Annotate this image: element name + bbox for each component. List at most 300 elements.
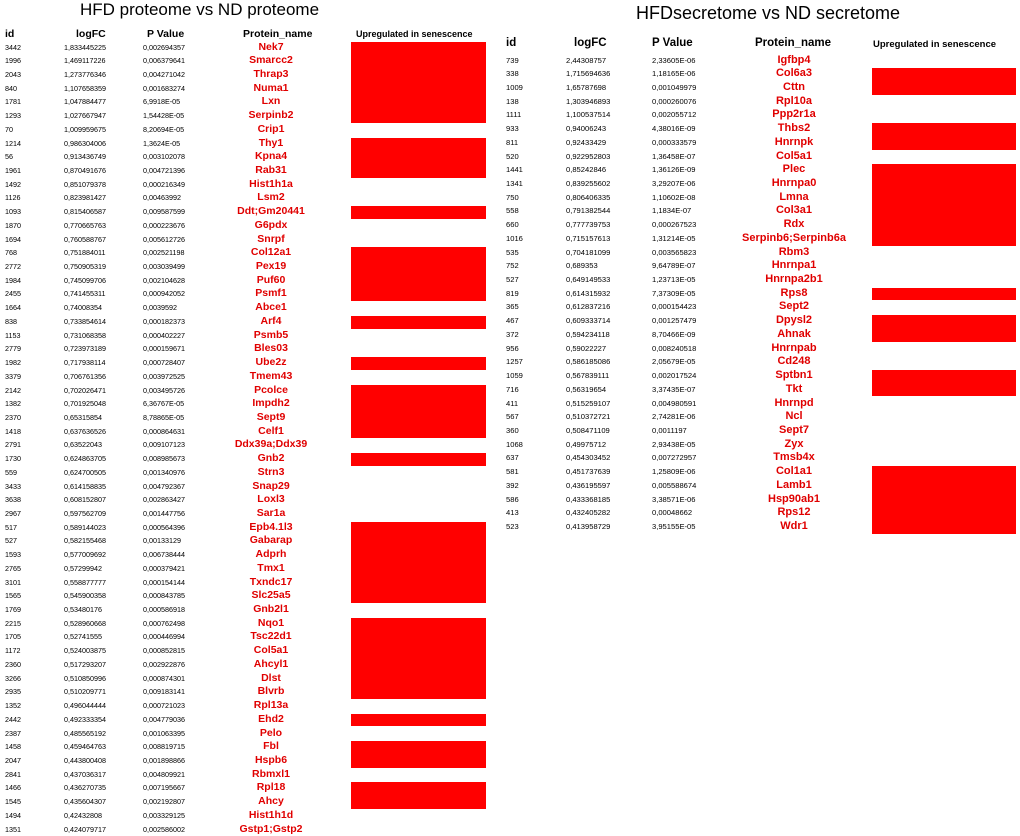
row-pvalue: 0,002922876 xyxy=(143,659,185,669)
row-pvalue: 0,001063395 xyxy=(143,728,185,738)
row-id: 1068 xyxy=(506,439,523,449)
row-protein-name: Hspb6 xyxy=(254,753,288,766)
row-protein-name: Cttn xyxy=(783,80,805,93)
row-pvalue: 0,006379641 xyxy=(143,56,185,66)
row-id: 520 xyxy=(506,151,519,161)
row-protein-name: Rps12 xyxy=(777,506,811,519)
row-id: 138 xyxy=(506,96,519,106)
row-id: 3442 xyxy=(5,42,21,52)
row-id: 1418 xyxy=(5,426,21,436)
row-pvalue: 0,000843785 xyxy=(143,591,185,601)
row-logfc: 0,53480176 xyxy=(64,605,102,615)
row-logfc: 0,85242846 xyxy=(566,165,607,175)
row-logfc: 0,717938114 xyxy=(64,358,106,368)
header-upregulated: Upregulated in senescence xyxy=(873,39,997,50)
row-logfc: 0,433368185 xyxy=(566,494,611,504)
row-logfc: 0,608152807 xyxy=(64,495,106,505)
row-logfc: 0,65315854 xyxy=(64,412,102,422)
row-protein-name: Bles03 xyxy=(254,342,288,355)
row-protein-name: Snap29 xyxy=(252,479,290,492)
upregulated-bar xyxy=(351,782,486,808)
row-logfc: 0,806406335 xyxy=(566,192,611,202)
upregulated-bar xyxy=(872,68,1016,94)
row-protein-name: Hnrnpd xyxy=(774,396,814,409)
row-logfc: 0,63522043 xyxy=(64,440,102,450)
row-protein-name: Celf1 xyxy=(258,424,284,437)
row-pvalue: 1,36458E-07 xyxy=(652,151,696,161)
row-pvalue: 0,004809921 xyxy=(143,769,185,779)
row-pvalue: 0,00133129 xyxy=(143,536,181,546)
row-id: 411 xyxy=(506,398,519,408)
row-protein-name: Adprh xyxy=(255,548,287,561)
row-id: 413 xyxy=(506,508,519,518)
row-pvalue: 0,000223676 xyxy=(143,220,185,230)
row-logfc: 1,303946893 xyxy=(566,96,611,106)
row-logfc: 1,715694636 xyxy=(566,69,611,79)
row-protein-name: Sept2 xyxy=(779,300,809,313)
upregulated-bar xyxy=(351,385,486,439)
row-logfc: 0,922952803 xyxy=(566,151,611,161)
row-protein-name: Pex19 xyxy=(255,260,287,273)
row-pvalue: 0,000762498 xyxy=(143,618,185,628)
row-logfc: 0,413958729 xyxy=(566,521,611,531)
row-pvalue: 0,000154423 xyxy=(652,302,697,312)
row-id: 1781 xyxy=(5,97,21,107)
row-id: 3101 xyxy=(5,577,21,587)
row-id: 819 xyxy=(506,288,519,298)
row-id: 558 xyxy=(506,206,519,216)
row-logfc: 0,913436749 xyxy=(64,152,106,162)
row-pvalue: 8,20694E-05 xyxy=(143,124,185,134)
upregulated-bar xyxy=(351,741,486,767)
row-protein-name: Lxn xyxy=(261,95,281,108)
row-id: 1705 xyxy=(5,632,21,642)
row-logfc: 0,706761356 xyxy=(64,371,106,381)
row-id: 1059 xyxy=(506,371,523,381)
secretome-table-title: HFDsecretome vs ND secretome xyxy=(636,3,901,23)
row-id: 1172 xyxy=(5,646,21,656)
upregulated-bar xyxy=(872,123,1016,149)
row-pvalue: 1,31214E-05 xyxy=(652,233,696,243)
row-logfc: 1,027667947 xyxy=(64,111,106,121)
row-pvalue: 1,23713E-05 xyxy=(652,275,696,285)
row-protein-name: Rbm3 xyxy=(778,245,810,258)
row-logfc: 0,528960668 xyxy=(64,618,106,628)
header-protein-name: Protein_name xyxy=(243,28,313,40)
row-logfc: 0,74008354 xyxy=(64,303,102,313)
row-protein-name: Ncl xyxy=(785,410,803,423)
row-pvalue: 0,0011197 xyxy=(652,425,687,435)
row-logfc: 0,614158835 xyxy=(64,481,106,491)
row-id: 1545 xyxy=(5,797,21,807)
row-id: 1153 xyxy=(5,330,21,340)
row-protein-name: Nek7 xyxy=(258,40,284,53)
proteome-table-title: HFD proteome vs ND proteome xyxy=(80,0,320,19)
row-logfc: 0,594234118 xyxy=(566,329,610,339)
row-protein-name: Gnb2l1 xyxy=(253,603,289,616)
row-logfc: 1,65787698 xyxy=(566,82,607,92)
row-logfc: 0,436195597 xyxy=(566,480,611,490)
row-logfc: 0,558877777 xyxy=(64,577,106,587)
row-pvalue: 0,002863427 xyxy=(143,495,185,505)
row-logfc: 0,42432808 xyxy=(64,810,102,820)
row-id: 2370 xyxy=(5,412,21,422)
upregulated-bar xyxy=(351,453,486,466)
row-pvalue: 3,95155E-05 xyxy=(652,521,696,531)
row-protein-name: Hnrnpab xyxy=(771,341,817,354)
row-logfc: 0,986304006 xyxy=(64,138,106,148)
row-logfc: 0,459464763 xyxy=(64,742,106,752)
row-logfc: 0,49975712 xyxy=(566,439,607,449)
upregulated-bar xyxy=(351,316,486,329)
row-id: 523 xyxy=(506,521,519,531)
row-logfc: 0,770665763 xyxy=(64,220,106,230)
row-id: 1458 xyxy=(5,742,21,752)
row-protein-name: Col3a1 xyxy=(775,204,813,217)
row-pvalue: 0,001898866 xyxy=(143,755,185,765)
row-pvalue: 0,000216349 xyxy=(143,179,185,189)
row-logfc: 0,597562709 xyxy=(64,508,106,518)
row-logfc: 0,424079717 xyxy=(64,824,106,834)
row-logfc: 0,839255602 xyxy=(566,178,611,188)
row-logfc: 0,589144023 xyxy=(64,522,106,532)
row-logfc: 0,52741555 xyxy=(64,632,102,642)
row-pvalue: 0,003039499 xyxy=(143,262,185,272)
row-protein-name: Loxl3 xyxy=(257,493,285,506)
row-id: 2967 xyxy=(5,508,21,518)
row-id: 1126 xyxy=(5,193,21,203)
row-id: 56 xyxy=(5,152,13,162)
row-protein-name: Nqo1 xyxy=(257,616,285,629)
row-id: 338 xyxy=(506,69,519,79)
upregulated-bar xyxy=(351,357,486,370)
row-pvalue: 1,10602E-08 xyxy=(652,192,696,202)
row-protein-name: Blvrb xyxy=(257,685,285,698)
row-protein-name: Lamb1 xyxy=(776,478,812,491)
row-protein-name: Col6a3 xyxy=(775,67,813,80)
row-protein-name: Rpl18 xyxy=(256,781,286,794)
row-id: 1341 xyxy=(506,178,523,188)
row-pvalue: 3,29207E-06 xyxy=(652,178,696,188)
row-pvalue: 2,93438E-05 xyxy=(652,439,696,449)
row-protein-name: Ehd2 xyxy=(258,712,284,725)
upregulated-bar xyxy=(351,42,486,123)
row-pvalue: 0,005588674 xyxy=(652,480,697,490)
row-id: 535 xyxy=(506,247,519,257)
row-protein-name: Sept7 xyxy=(779,423,809,436)
row-id: 2442 xyxy=(5,714,21,724)
row-protein-name: Col5a1 xyxy=(253,644,289,657)
row-logfc: 0,577009692 xyxy=(64,550,106,560)
row-pvalue: 0,000267523 xyxy=(652,220,697,230)
row-logfc: 0,485565192 xyxy=(64,728,106,738)
row-pvalue: 2,33605E-06 xyxy=(652,55,696,65)
row-pvalue: 7,37309E-05 xyxy=(652,288,696,298)
row-protein-name: Thrap3 xyxy=(253,67,289,80)
row-pvalue: 0,004779036 xyxy=(143,714,185,724)
row-protein-name: G6pdx xyxy=(254,218,288,231)
row-protein-name: Ddx39a;Ddx39 xyxy=(234,438,308,451)
row-pvalue: 0,000852815 xyxy=(143,646,185,656)
row-protein-name: Rdx xyxy=(783,218,805,231)
row-pvalue: 2,74281E-06 xyxy=(652,412,696,422)
row-logfc: 0,777739753 xyxy=(566,220,611,230)
row-id: 3433 xyxy=(5,481,21,491)
row-pvalue: 0,001447756 xyxy=(143,508,185,518)
row-logfc: 0,733854614 xyxy=(64,316,106,326)
row-id: 365 xyxy=(506,302,519,312)
row-logfc: 0,649149533 xyxy=(566,275,611,285)
row-pvalue: 1,1834E-07 xyxy=(652,206,692,216)
row-id: 360 xyxy=(506,425,519,435)
row-pvalue: 0,002586002 xyxy=(143,824,185,834)
row-protein-name: Hsp90ab1 xyxy=(768,492,820,505)
row-id: 70 xyxy=(5,124,13,134)
row-id: 840 xyxy=(5,83,17,93)
row-protein-name: Col12a1 xyxy=(250,246,292,259)
row-pvalue: 1,36126E-09 xyxy=(652,165,696,175)
row-logfc: 1,047884477 xyxy=(64,97,106,107)
row-id: 637 xyxy=(506,453,519,463)
row-protein-name: Sept9 xyxy=(256,410,286,423)
row-protein-name: Epb4.1l3 xyxy=(249,520,293,533)
header-logfc: logFC xyxy=(574,37,607,49)
header-protein-name: Protein_name xyxy=(755,37,832,49)
row-id: 838 xyxy=(5,316,17,326)
row-protein-name: Igfbp4 xyxy=(777,53,811,66)
row-pvalue: 0,0039592 xyxy=(143,303,177,313)
row-id: 1352 xyxy=(5,701,21,711)
row-logfc: 0,496044444 xyxy=(64,701,106,711)
row-protein-name: Hist1h1d xyxy=(248,808,294,821)
row-logfc: 0,451737639 xyxy=(566,467,611,477)
row-pvalue: 0,008240518 xyxy=(652,343,697,353)
row-id: 2765 xyxy=(5,563,21,573)
row-pvalue: 0,002104628 xyxy=(143,275,185,285)
row-logfc: 0,510209771 xyxy=(64,687,106,697)
row-pvalue: 0,000333579 xyxy=(652,137,697,147)
row-id: 1492 xyxy=(5,179,21,189)
row-id: 1694 xyxy=(5,234,21,244)
row-protein-name: Pelo xyxy=(259,726,283,739)
row-logfc: 0,436270735 xyxy=(64,783,106,793)
row-logfc: 0,715157613 xyxy=(566,233,611,243)
upregulated-bar xyxy=(351,138,486,178)
row-pvalue: 0,001683274 xyxy=(143,83,185,93)
row-pvalue: 0,008819715 xyxy=(143,742,185,752)
row-pvalue: 0,003972525 xyxy=(143,371,185,381)
row-id: 372 xyxy=(506,329,519,339)
row-id: 3379 xyxy=(5,371,21,381)
row-protein-name: Col5a1 xyxy=(775,149,813,162)
row-id: 392 xyxy=(506,480,519,490)
row-logfc: 2,44308757 xyxy=(566,55,607,65)
row-protein-name: Rbmxl1 xyxy=(252,767,290,780)
row-id: 752 xyxy=(506,261,519,271)
row-pvalue: 0,000942052 xyxy=(143,289,185,299)
row-logfc: 0,508471109 xyxy=(566,425,610,435)
row-logfc: 0,689353 xyxy=(566,261,598,271)
row-logfc: 0,94006243 xyxy=(566,124,607,134)
row-id: 1466 xyxy=(5,783,21,793)
row-pvalue: 0,002694357 xyxy=(143,42,185,52)
row-protein-name: Dpysl2 xyxy=(775,314,813,327)
row-pvalue: 0,000446994 xyxy=(143,632,185,642)
row-protein-name: Col1a1 xyxy=(775,465,813,478)
row-protein-name: Lsm2 xyxy=(257,191,285,204)
row-logfc: 0,741455311 xyxy=(64,289,106,299)
row-id: 2772 xyxy=(5,262,21,272)
row-pvalue: 0,00048662 xyxy=(652,508,693,518)
row-id: 567 xyxy=(506,412,519,422)
row-protein-name: Dlst xyxy=(261,671,281,684)
row-logfc: 0,586185086 xyxy=(566,357,611,367)
row-id: 660 xyxy=(506,220,519,230)
row-id: 2215 xyxy=(5,618,21,628)
row-pvalue: 6,9918E-05 xyxy=(143,97,181,107)
row-logfc: 1,009959675 xyxy=(64,124,106,134)
row-id: 1009 xyxy=(506,82,523,92)
row-protein-name: Thbs2 xyxy=(777,122,811,135)
row-id: 1982 xyxy=(5,358,21,368)
row-id: 2455 xyxy=(5,289,21,299)
row-pvalue: 0,004271042 xyxy=(143,69,185,79)
row-protein-name: Tmem43 xyxy=(249,369,293,382)
row-logfc: 0,614315932 xyxy=(566,288,611,298)
row-protein-name: Tkt xyxy=(785,382,803,395)
row-logfc: 1,107658359 xyxy=(64,83,106,93)
row-logfc: 0,92433429 xyxy=(566,137,607,147)
row-pvalue: 0,000159671 xyxy=(143,344,185,354)
row-id: 2935 xyxy=(5,687,21,697)
row-pvalue: 0,004792367 xyxy=(143,481,185,491)
row-pvalue: 0,004721396 xyxy=(143,165,185,175)
row-logfc: 0,701925048 xyxy=(64,399,106,409)
row-pvalue: 0,005612726 xyxy=(143,234,185,244)
row-logfc: 0,609333714 xyxy=(566,316,611,326)
row-pvalue: 0,002055712 xyxy=(652,110,697,120)
row-protein-name: Ddt;Gm20441 xyxy=(237,205,305,218)
row-id: 1565 xyxy=(5,591,21,601)
row-protein-name: Serpinb6;Serpinb6a xyxy=(742,231,846,244)
row-id: 2387 xyxy=(5,728,21,738)
row-protein-name: Ppp2r1a xyxy=(772,108,816,121)
header-logfc: logFC xyxy=(76,28,106,40)
row-protein-name: Ahcy xyxy=(258,795,284,808)
row-protein-name: Kpna4 xyxy=(254,150,288,163)
row-logfc: 0,624863705 xyxy=(64,454,106,464)
row-protein-name: Gstp1;Gstp2 xyxy=(239,822,303,835)
row-logfc: 0,432405282 xyxy=(566,508,611,518)
row-id: 1984 xyxy=(5,275,21,285)
row-protein-name: Fbl xyxy=(263,740,279,753)
row-id: 716 xyxy=(506,384,519,394)
row-protein-name: Psmf1 xyxy=(255,287,287,300)
row-logfc: 0,437036317 xyxy=(64,769,106,779)
row-id: 581 xyxy=(506,467,519,477)
row-id: 768 xyxy=(5,248,17,258)
row-protein-name: Lmna xyxy=(779,190,809,203)
row-protein-name: Gnb2 xyxy=(257,452,285,465)
upregulated-bar xyxy=(872,370,1016,396)
row-protein-name: Hist1h1a xyxy=(249,177,293,190)
row-id: 1016 xyxy=(506,233,523,243)
row-id: 527 xyxy=(5,536,17,546)
row-logfc: 0,760588767 xyxy=(64,234,106,244)
row-id: 1093 xyxy=(5,207,21,217)
row-id: 527 xyxy=(506,275,519,285)
row-logfc: 0,492333354 xyxy=(64,714,106,724)
row-logfc: 1,273776346 xyxy=(64,69,106,79)
row-protein-name: Zyx xyxy=(784,437,804,450)
row-pvalue: 0,002017524 xyxy=(652,371,697,381)
row-pvalue: 8,78865E-05 xyxy=(143,412,185,422)
row-id: 1996 xyxy=(5,56,21,66)
row-pvalue: 0,000260076 xyxy=(652,96,697,106)
row-pvalue: 0,00463992 xyxy=(143,193,181,203)
row-pvalue: 0,004980591 xyxy=(652,398,697,408)
row-logfc: 0,515259107 xyxy=(566,398,611,408)
row-logfc: 0,612837216 xyxy=(566,302,611,312)
row-protein-name: Tmsb4x xyxy=(773,451,815,464)
row-logfc: 0,510372721 xyxy=(566,412,611,422)
row-protein-name: Wdr1 xyxy=(780,519,808,532)
upregulated-bar xyxy=(872,315,1016,341)
row-id: 1593 xyxy=(5,550,21,560)
row-logfc: 0,454303452 xyxy=(566,453,611,463)
row-id: 1730 xyxy=(5,454,21,464)
row-id: 1257 xyxy=(506,357,523,367)
upregulated-bar xyxy=(351,714,486,727)
row-pvalue: 6,36767E-05 xyxy=(143,399,185,409)
row-id: 1664 xyxy=(5,303,21,313)
row-logfc: 1,100537514 xyxy=(566,110,611,120)
upregulated-bar xyxy=(872,164,1016,245)
row-id: 1293 xyxy=(5,111,21,121)
row-protein-name: Impdh2 xyxy=(252,397,290,410)
row-protein-name: Rab31 xyxy=(255,163,287,176)
row-logfc: 0,704181099 xyxy=(566,247,611,257)
header-upregulated: Upregulated in senescence xyxy=(356,29,473,39)
row-pvalue: 2,05679E-05 xyxy=(652,357,696,367)
row-logfc: 0,702026471 xyxy=(64,385,106,395)
row-pvalue: 0,002521198 xyxy=(143,248,185,258)
row-pvalue: 1,3624E-05 xyxy=(143,138,181,148)
header-id: id xyxy=(506,37,517,49)
row-logfc: 0,59022227 xyxy=(566,343,607,353)
row-id: 1769 xyxy=(5,605,21,615)
row-pvalue: 3,37435E-07 xyxy=(652,384,696,394)
row-id: 1494 xyxy=(5,810,21,820)
row-id: 2779 xyxy=(5,344,21,354)
row-logfc: 0,517293207 xyxy=(64,659,106,669)
row-id: 517 xyxy=(5,522,17,532)
row-pvalue: 0,003565823 xyxy=(652,247,697,257)
upregulated-bar xyxy=(351,618,486,699)
row-protein-name: Hnrnpa1 xyxy=(771,259,817,272)
row-protein-name: Plec xyxy=(782,163,806,176)
row-pvalue: 0,009183141 xyxy=(143,687,185,697)
row-id: 3638 xyxy=(5,495,21,505)
row-pvalue: 9,64789E-07 xyxy=(652,261,696,271)
row-logfc: 0,510850996 xyxy=(64,673,106,683)
row-protein-name: Puf60 xyxy=(256,273,286,286)
row-pvalue: 0,006738444 xyxy=(143,550,185,560)
upregulated-bar xyxy=(351,206,486,219)
row-protein-name: Ahnak xyxy=(777,327,811,340)
row-id: 2360 xyxy=(5,659,21,669)
row-pvalue: 1,18165E-06 xyxy=(652,69,696,79)
